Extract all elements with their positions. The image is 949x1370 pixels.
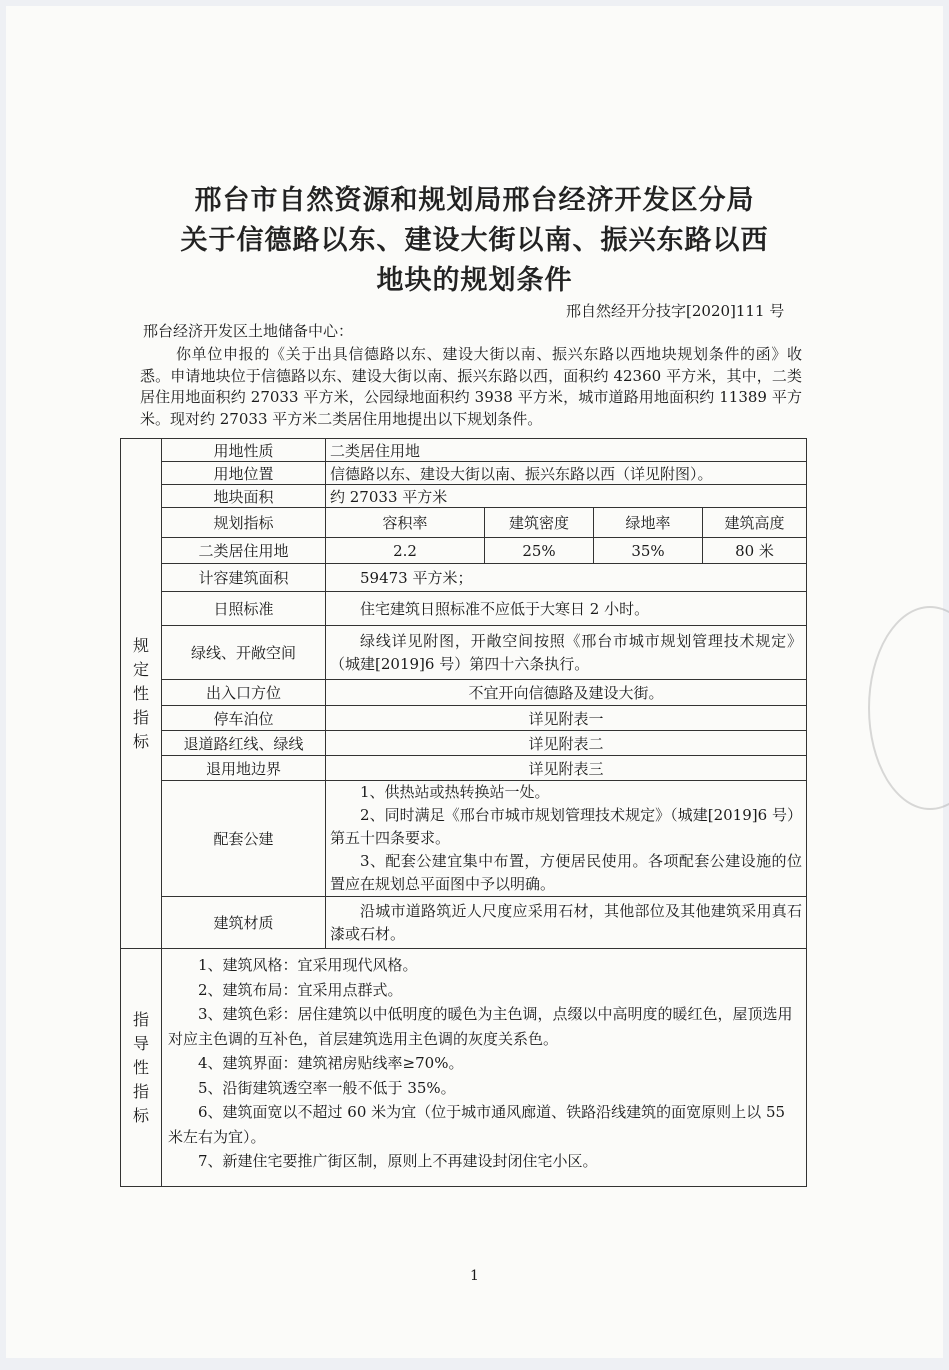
addressee: 邢台经济开发区土地储备中心： <box>143 322 354 340</box>
facilities-label: 配套公建 <box>162 781 326 897</box>
height-value: 80 米 <box>703 538 807 564</box>
col-density: 建筑密度 <box>485 508 594 538</box>
document-number: 邢自然经开分技字[2020]111 号 <box>566 302 785 320</box>
greenline-label: 绿线、开敞空间 <box>162 626 326 680</box>
title-line-2: 关于信德路以东、建设大街以南、振兴东路以西 <box>180 225 769 256</box>
setback-road-label: 退道路红线、绿线 <box>162 731 326 756</box>
guidance-item: 2、建筑布局：宜采用点群式。 <box>198 980 403 999</box>
facilities-value <box>326 781 807 897</box>
area-label: 地块面积 <box>162 485 326 508</box>
density-value: 25% <box>485 538 594 564</box>
faint-seal-stamp <box>868 606 949 810</box>
title-line-1: 邢台市自然资源和规划局邢台经济开发区分局 <box>194 185 755 216</box>
title-line-3: 地块的规划条件 <box>376 265 573 296</box>
row-label-residential: 二类居住用地 <box>162 538 326 564</box>
col-far: 容积率 <box>326 508 485 538</box>
guidance-item: 4、建筑界面：建筑裙房贴线率≥70%。 <box>198 1054 464 1072</box>
document-page <box>6 6 943 1358</box>
material-label: 建筑材质 <box>162 897 326 949</box>
guidance-item: 5、沿街建筑透空率一般不低于 35%。 <box>198 1078 456 1097</box>
col-green: 绿地率 <box>594 508 703 538</box>
area-value: 约 27033 平方米 <box>326 485 807 508</box>
material-value: 沿城市道路筑近人尺度应采用石材，其他部位及其他建筑采用真石漆或石材。 <box>326 897 807 949</box>
location-label: 用地位置 <box>162 462 326 485</box>
setback-land-value: 详见附表三 <box>326 756 807 781</box>
sunlight-value: 住宅建筑日照标准不应低于大寒日 2 小时。 <box>326 592 807 626</box>
green-value: 35% <box>594 538 703 564</box>
setback-road-value: 详见附表二 <box>326 731 807 756</box>
entrance-value: 不宜开向信德路及建设大街。 <box>326 680 807 706</box>
guidance-item: 3、建筑色彩：居住建筑以中低明度的暖色为主色调，点缀以中高明度的暖红色，屋顶选用对应主色调的互补色，首层建筑选用主色调的灰度关系色。 <box>168 1005 793 1048</box>
land-use-label: 用地性质 <box>162 439 326 462</box>
planning-conditions-table <box>120 438 807 1187</box>
facilities-item-1: 1、供热站或热转换站一处。 <box>360 783 550 801</box>
col-height: 建筑高度 <box>703 508 807 538</box>
section-guidance: 指 导 性 指 标 <box>121 949 162 1187</box>
guidance-item: 1、建筑风格：宜采用现代风格。 <box>198 956 418 974</box>
intro-paragraph: 你单位申报的《关于出具信德路以东、建设大街以南、振兴东路以西地块规划条件的函》收悉。申请地块位于信德路以东、建设大街以南、振兴东路以西，面积约 42360 平方米，其中，二类居住用地面积约 27033 平方米，公园绿地面积约 3938 平方米，城市道路用地面积约 11389 平方米。现对约 27033 平方米二类居住用地提出以下规划条件。 <box>140 345 802 428</box>
guidance-content <box>162 949 807 1187</box>
greenline-value: 绿线详见附图，开敞空间按照《邢台市城市规划管理技术规定》（城建[2019]6 号）第四十六条执行。 <box>326 626 807 680</box>
far-value: 2.2 <box>326 538 485 564</box>
section-regulatory: 规 定 性 指 标 <box>121 439 162 949</box>
guidance-item: 7、新建住宅要推广街区制，原则上不再建设封闭住宅小区。 <box>198 1152 598 1170</box>
sunlight-label: 日照标准 <box>162 592 326 626</box>
facilities-item-3: 3、配套公建宜集中布置，方便居民使用。各项配套公建设施的位置应在规划总平面图中予以明确。 <box>330 852 802 893</box>
facilities-item-2: 2、同时满足《邢台市城市规划管理技术规定》（城建[2019]6 号）第五十四条要求。 <box>330 806 802 847</box>
parking-value: 详见附表一 <box>326 706 807 731</box>
gfa-value: 59473 平方米； <box>326 564 807 592</box>
gfa-label: 计容建筑面积 <box>162 564 326 592</box>
land-use-value: 二类居住用地 <box>326 439 807 462</box>
indicators-label: 规划指标 <box>162 508 326 538</box>
page-number: 1 <box>470 1268 479 1284</box>
guidance-item: 6、建筑面宽以不超过 60 米为宜（位于城市通风廊道、铁路沿线建筑的面宽原则上以 55 米左右为宜）。 <box>168 1103 786 1146</box>
setback-land-label: 退用地边界 <box>162 756 326 781</box>
location-value: 信德路以东、建设大街以南、振兴东路以西（详见附图）。 <box>326 462 807 485</box>
entrance-label: 出入口方位 <box>162 680 326 706</box>
parking-label: 停车泊位 <box>162 706 326 731</box>
